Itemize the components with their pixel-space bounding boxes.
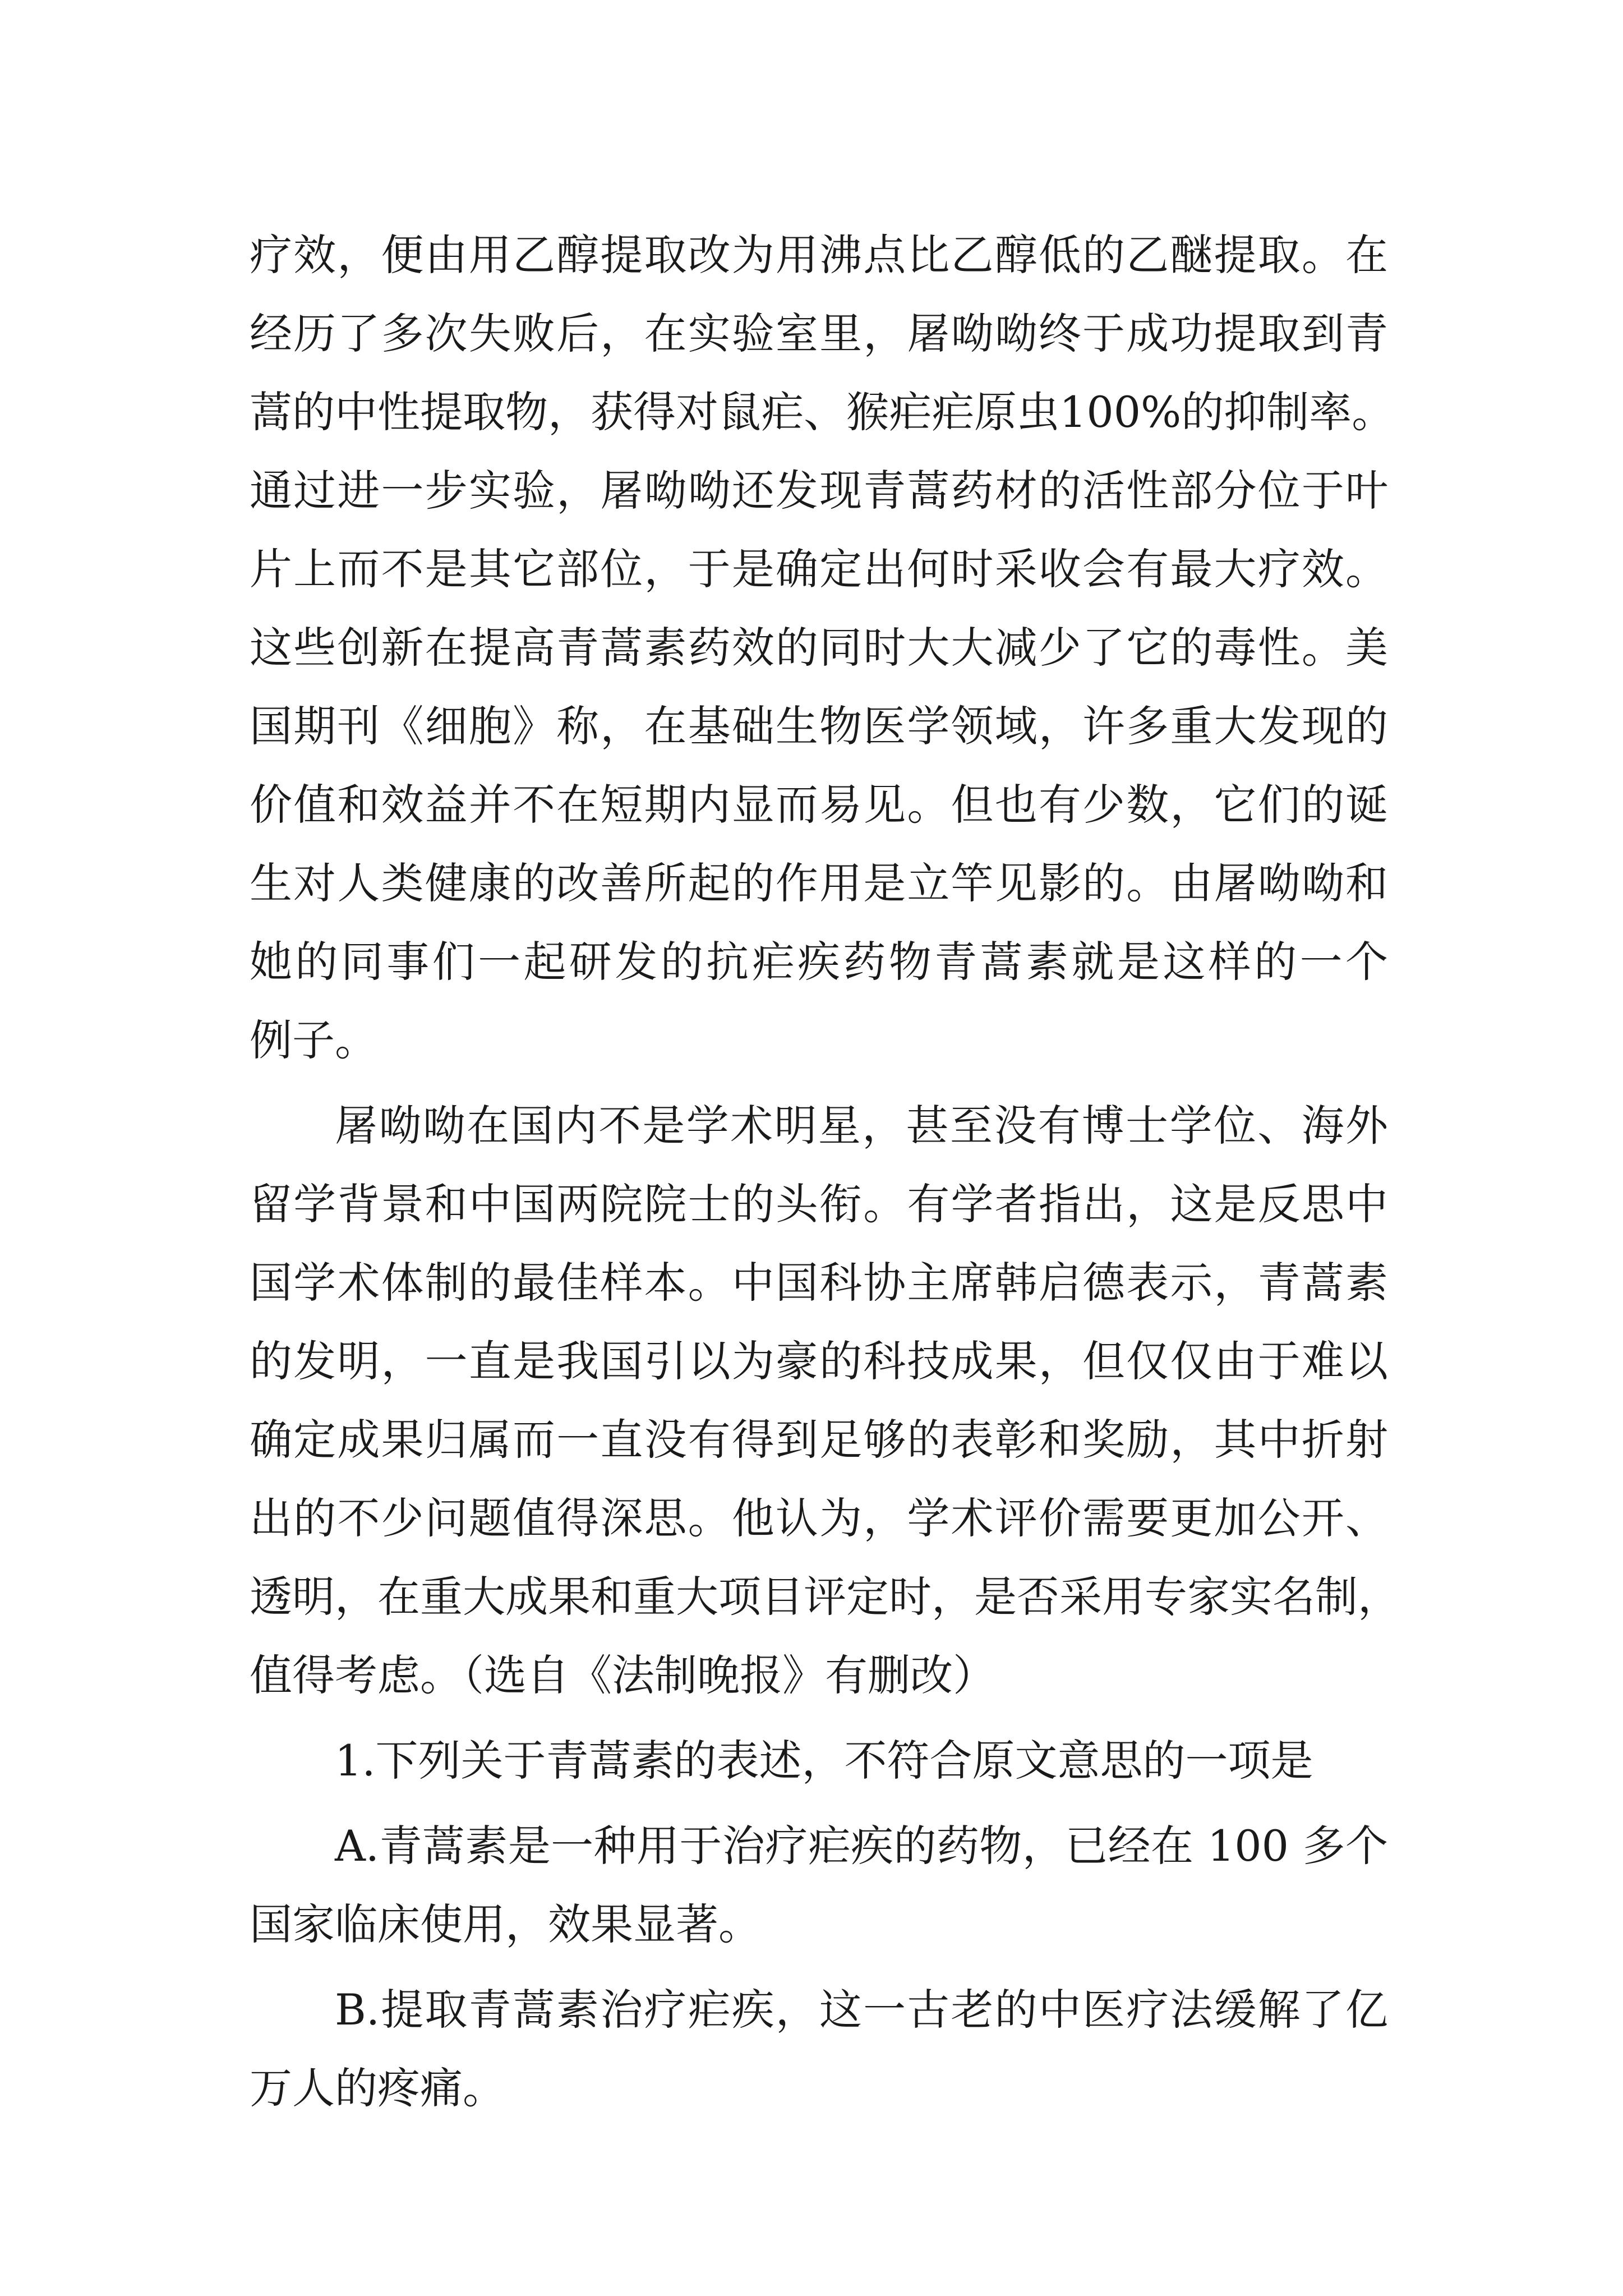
text-line: 价值和效益并不在短期内显而易见。但也有少数，它们的诞 [250,780,1388,830]
option-a-line: A.青蒿素是一种用于治疗疟疾的药物，已经在 100 多个 [335,1821,1388,1871]
text-line: 国期刊《细胞》称，在基础生物医学领域，许多重大发现的 [250,701,1388,751]
text-line: 她的同事们一起研发的抗疟疾药物青蒿素就是这样的一个 [250,937,1388,987]
text-line: 出的不少问题值得深思。他认为，学术评价需要更加公开、 [250,1493,1388,1543]
text-line: 例子。 [250,1015,377,1065]
text-line: 经历了多次失败后，在实验室里，屠呦呦终于成功提取到青 [250,309,1388,358]
option-b-line: B.提取青蒿素治疗疟疾，这一古老的中医疗法缓解了亿 [335,1985,1388,2035]
text-line: 屠呦呦在国内不是学术明星，甚至没有博士学位、海外 [335,1101,1388,1151]
text-line: 蒿的中性提取物，获得对鼠疟、猴疟疟原虫100%的抑制率。 [250,387,1395,437]
paragraph-gap [250,1715,1388,1722]
paragraph-1 [250,216,1395,1080]
text-column [250,216,1400,2128]
option-b-line: 万人的疼痛。 [250,2063,505,2113]
text-line: 透明，在重大成果和重大项目评定时，是否采用专家实名制， [250,1572,1400,1622]
paragraph-gap [250,1800,1388,1807]
text-line: 片上而不是其它部位，于是确定出何时采收会有最大疗效。 [250,544,1388,594]
text-line: 疗效，便由用乙醇提取改为用沸点比乙醇低的乙醚提取。在 [250,230,1388,280]
text-line: 生对人类健康的改善所起的作用是立竿见影的。由屠呦呦和 [250,858,1388,908]
paragraph-gap [250,1080,1388,1087]
paragraph-gap [250,1964,1388,1971]
paragraph-2 [250,1087,1400,1715]
option-a-line: 国家临床使用，效果显著。 [250,1899,761,1949]
text-line: 国学术体制的最佳样本。中国科协主席韩启德表示，青蒿素 [250,1258,1388,1308]
text-line: 的发明，一直是我国引以为豪的科技成果，但仅仅由于难以 [250,1336,1388,1386]
text-line: 值得考虑。（选自《法制晚报》有删改） [250,1650,995,1700]
text-line: 这些创新在提高青蒿素药效的同时大大减少了它的毒性。美 [250,623,1388,673]
text-line: 通过进一步实验，屠呦呦还发现青蒿药材的活性部分位于叶 [250,466,1388,516]
text-line: 留学背景和中国两院院士的头衔。有学者指出，这是反思中 [250,1179,1388,1229]
question-stem: 1.下列关于青蒿素的表述，不符合原文意思的一项是 [335,1736,1313,1786]
text-line: 确定成果归属而一直没有得到足够的表彰和奖励，其中折射 [250,1415,1388,1465]
question-1 [250,1722,1388,2128]
